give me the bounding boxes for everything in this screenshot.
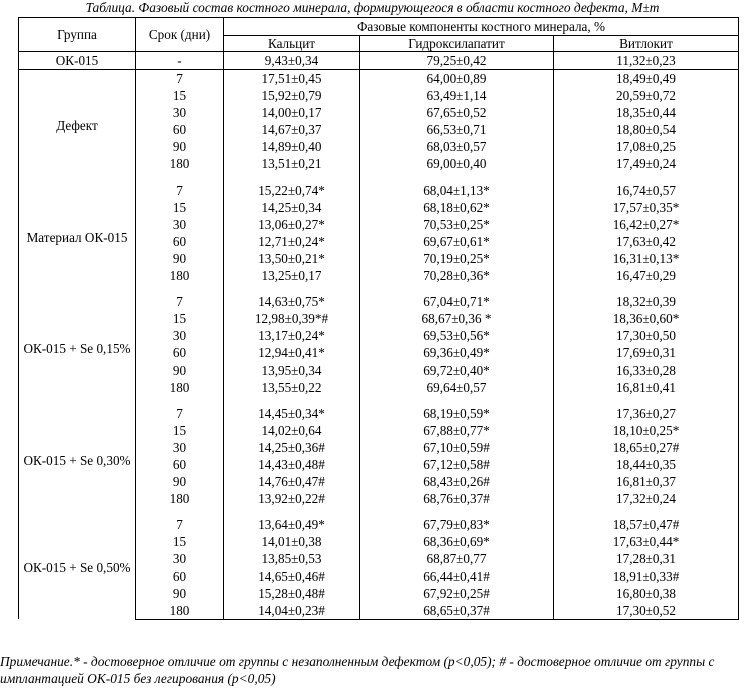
cell-term: 90 xyxy=(136,473,224,490)
spacer-cell xyxy=(360,284,554,293)
cell-term: 180 xyxy=(136,155,224,172)
cell-calcite: 14,76±0,47# xyxy=(224,473,360,490)
table-row xyxy=(19,405,739,422)
spacer-cell xyxy=(360,507,554,516)
cell-term: 60 xyxy=(136,344,224,361)
spacer-cell xyxy=(554,284,739,293)
cell-hydroxyapatite: 67,88±0,77* xyxy=(360,422,554,439)
group-name: Дефект xyxy=(56,118,98,134)
table-row xyxy=(19,516,739,533)
cell-term: 7 xyxy=(136,182,224,199)
table-note: Примечание.* - достоверное отличие от группы с незаполненным дефектом (p<0,05); # - достоверное отличие от группы с имплантацией ОК-015 без легирования (p<0,05) xyxy=(0,654,715,686)
cell-hydroxyapatite: 68,03±0,57 xyxy=(360,138,554,155)
cell-calcite: 14,43±0,48# xyxy=(224,456,360,473)
table-caption: Таблица. Фазовый состав костного минерала, формирующегося в области костного дефекта, M±m xyxy=(85,0,660,15)
cell-calcite: 14,63±0,75* xyxy=(224,293,360,310)
cell-calcite: 15,28±0,48# xyxy=(224,585,360,602)
header-hydroxyapatite: Гидроксилапатит xyxy=(360,36,554,52)
cell-term: 15 xyxy=(136,199,224,216)
cell-term: 90 xyxy=(136,250,224,267)
table-row xyxy=(19,293,739,310)
header-calcite: Кальцит xyxy=(224,36,360,52)
cell-term: 60 xyxy=(136,233,224,250)
cell-calcite: 13,06±0,27* xyxy=(224,216,360,233)
cell-calcite: 14,02±0,64 xyxy=(224,422,360,439)
cell-hydroxyapatite: 69,67±0,61* xyxy=(360,233,554,250)
cell-whitlockite: 18,91±0,33# xyxy=(554,568,739,585)
cell-hydroxyapatite: 68,04±1,13* xyxy=(360,182,554,199)
cell-term: 7 xyxy=(136,405,224,422)
cell-whitlockite: 18,32±0,39 xyxy=(554,293,739,310)
cell-hydroxyapatite: 68,18±0,62* xyxy=(360,199,554,216)
spacer-cell xyxy=(136,173,224,182)
cell-calcite: 13,95±0,34 xyxy=(224,362,360,379)
cell-hydroxyapatite: 67,65±0,52 xyxy=(360,104,554,121)
cell-whitlockite: 17,32±0,24 xyxy=(554,490,739,507)
spacer-cell xyxy=(554,173,739,182)
cell-whitlockite: 16,81±0,37 xyxy=(554,473,739,490)
header-whitlockite: Витлокит xyxy=(554,36,739,52)
cell-calcite: 15,92±0,79 xyxy=(224,87,360,104)
cell-whitlockite: 17,63±0,42 xyxy=(554,233,739,250)
table-row-ok015 xyxy=(19,52,739,70)
cell-hydroxyapatite: 67,10±0,59# xyxy=(360,439,554,456)
group-name: ОК-015 + Se 0,15% xyxy=(23,341,131,357)
cell-calcite: 13,92±0,22# xyxy=(224,490,360,507)
cell-hydroxyapatite: 69,72±0,40* xyxy=(360,362,554,379)
cell-whitlockite: 17,08±0,25 xyxy=(554,138,739,155)
cell-calcite: 14,00±0,17 xyxy=(224,104,360,121)
cell-term: 30 xyxy=(136,439,224,456)
cell-term: 7 xyxy=(136,516,224,533)
ok015-calcite: 9,43±0,34 xyxy=(224,52,360,70)
cell-whitlockite: 17,36±0,27 xyxy=(554,405,739,422)
cell-calcite: 13,50±0,21* xyxy=(224,250,360,267)
cell-whitlockite: 17,63±0,44* xyxy=(554,533,739,550)
cell-term: 60 xyxy=(136,456,224,473)
cell-hydroxyapatite: 66,53±0,71 xyxy=(360,121,554,138)
cell-whitlockite: 17,30±0,50 xyxy=(554,327,739,344)
cell-hydroxyapatite: 70,28±0,36* xyxy=(360,267,554,284)
cell-term: 180 xyxy=(136,379,224,396)
cell-calcite: 13,25±0,17 xyxy=(224,267,360,284)
cell-hydroxyapatite: 68,67±0,36 * xyxy=(360,310,554,327)
cell-hydroxyapatite: 68,19±0,59* xyxy=(360,405,554,422)
cell-calcite: 14,65±0,46# xyxy=(224,568,360,585)
ok015-term: - xyxy=(136,52,224,70)
cell-calcite: 14,45±0,34* xyxy=(224,405,360,422)
cell-calcite: 15,22±0,74* xyxy=(224,182,360,199)
cell-hydroxyapatite: 69,00±0,40 xyxy=(360,155,554,172)
cell-whitlockite: 16,74±0,57 xyxy=(554,182,739,199)
cell-calcite: 13,64±0,49* xyxy=(224,516,360,533)
cell-whitlockite: 18,10±0,25* xyxy=(554,422,739,439)
cell-term: 180 xyxy=(136,602,224,620)
cell-hydroxyapatite: 68,87±0,77 xyxy=(360,550,554,567)
cell-calcite: 13,55±0,22 xyxy=(224,379,360,396)
cell-calcite: 17,51±0,45 xyxy=(224,70,360,88)
cell-whitlockite: 16,81±0,41 xyxy=(554,379,739,396)
header-group: Группа xyxy=(19,18,136,52)
cell-hydroxyapatite: 68,36±0,69* xyxy=(360,533,554,550)
cell-calcite: 14,89±0,40 xyxy=(224,138,360,155)
cell-hydroxyapatite: 63,49±1,14 xyxy=(360,87,554,104)
cell-term: 15 xyxy=(136,87,224,104)
spacer-cell xyxy=(136,507,224,516)
spacer-cell xyxy=(224,284,360,293)
group-name-cell xyxy=(19,516,136,619)
cell-whitlockite: 17,30±0,52 xyxy=(554,602,739,620)
cell-whitlockite: 16,31±0,13* xyxy=(554,250,739,267)
cell-whitlockite: 16,33±0,28 xyxy=(554,362,739,379)
cell-whitlockite: 17,49±0,24 xyxy=(554,155,739,172)
cell-term: 90 xyxy=(136,138,224,155)
cell-term: 180 xyxy=(136,267,224,284)
group-name-cell xyxy=(19,182,136,294)
cell-term: 60 xyxy=(136,121,224,138)
cell-hydroxyapatite: 66,44±0,41# xyxy=(360,568,554,585)
spacer-cell xyxy=(554,507,739,516)
group-name: ОК-015 + Se 0,30% xyxy=(23,452,131,468)
cell-whitlockite: 18,36±0,60* xyxy=(554,310,739,327)
cell-whitlockite: 18,80±0,54 xyxy=(554,121,739,138)
cell-whitlockite: 16,80±0,38 xyxy=(554,585,739,602)
table-row xyxy=(19,182,739,199)
ok015-whitlockite: 11,32±0,23 xyxy=(554,52,739,70)
header-term: Срок (дни) xyxy=(136,18,224,52)
cell-term: 90 xyxy=(136,585,224,602)
cell-whitlockite: 17,28±0,31 xyxy=(554,550,739,567)
spacer-cell xyxy=(360,173,554,182)
cell-term: 15 xyxy=(136,310,224,327)
cell-calcite: 12,71±0,24* xyxy=(224,233,360,250)
cell-calcite: 14,67±0,37 xyxy=(224,121,360,138)
cell-term: 15 xyxy=(136,533,224,550)
table-row xyxy=(19,70,739,88)
spacer-cell xyxy=(136,284,224,293)
cell-calcite: 14,25±0,36# xyxy=(224,439,360,456)
cell-whitlockite: 16,47±0,29 xyxy=(554,267,739,284)
cell-calcite: 13,51±0,21 xyxy=(224,155,360,172)
group-name-cell xyxy=(19,293,136,405)
cell-term: 30 xyxy=(136,327,224,344)
group-name: Материал ОК-015 xyxy=(26,229,128,245)
cell-term: 7 xyxy=(136,293,224,310)
cell-hydroxyapatite: 70,53±0,25* xyxy=(360,216,554,233)
ok015-hydroxyapatite: 79,25±0,42 xyxy=(360,52,554,70)
cell-hydroxyapatite: 68,65±0,37# xyxy=(360,602,554,620)
cell-hydroxyapatite: 69,64±0,57 xyxy=(360,379,554,396)
group-name: ОК-015 + Se 0,50% xyxy=(23,560,131,576)
cell-whitlockite: 18,49±0,49 xyxy=(554,70,739,88)
bone-mineral-table xyxy=(18,17,739,620)
cell-hydroxyapatite: 69,53±0,56* xyxy=(360,327,554,344)
spacer-cell xyxy=(554,396,739,405)
cell-whitlockite: 18,44±0,35 xyxy=(554,456,739,473)
cell-term: 7 xyxy=(136,70,224,88)
cell-whitlockite: 18,65±0,27# xyxy=(554,439,739,456)
cell-term: 15 xyxy=(136,422,224,439)
cell-calcite: 13,17±0,24* xyxy=(224,327,360,344)
cell-hydroxyapatite: 68,43±0,26# xyxy=(360,473,554,490)
cell-whitlockite: 16,42±0,27* xyxy=(554,216,739,233)
group-name-cell xyxy=(19,70,136,182)
cell-calcite: 12,94±0,41* xyxy=(224,344,360,361)
cell-hydroxyapatite: 67,92±0,25# xyxy=(360,585,554,602)
cell-hydroxyapatite: 67,12±0,58# xyxy=(360,456,554,473)
cell-hydroxyapatite: 64,00±0,89 xyxy=(360,70,554,88)
cell-hydroxyapatite: 67,79±0,83* xyxy=(360,516,554,533)
cell-whitlockite: 17,57±0,35* xyxy=(554,199,739,216)
cell-whitlockite: 18,57±0,47# xyxy=(554,516,739,533)
ok015-group: ОК-015 xyxy=(19,52,136,70)
cell-term: 180 xyxy=(136,490,224,507)
cell-term: 30 xyxy=(136,550,224,567)
group-name-cell xyxy=(19,405,136,517)
header-phases: Фазовые компоненты костного минерала, % xyxy=(224,18,739,36)
cell-hydroxyapatite: 68,76±0,37# xyxy=(360,490,554,507)
spacer-cell xyxy=(224,396,360,405)
spacer-cell xyxy=(224,507,360,516)
cell-whitlockite: 17,69±0,31 xyxy=(554,344,739,361)
cell-calcite: 14,04±0,23# xyxy=(224,602,360,620)
spacer-cell xyxy=(136,396,224,405)
cell-hydroxyapatite: 67,04±0,71* xyxy=(360,293,554,310)
spacer-cell xyxy=(224,173,360,182)
cell-hydroxyapatite: 70,19±0,25* xyxy=(360,250,554,267)
cell-term: 30 xyxy=(136,216,224,233)
cell-term: 90 xyxy=(136,362,224,379)
cell-calcite: 14,01±0,38 xyxy=(224,533,360,550)
cell-term: 60 xyxy=(136,568,224,585)
cell-term: 30 xyxy=(136,104,224,121)
cell-calcite: 14,25±0,34 xyxy=(224,199,360,216)
cell-calcite: 13,85±0,53 xyxy=(224,550,360,567)
spacer-cell xyxy=(360,396,554,405)
cell-hydroxyapatite: 69,36±0,49* xyxy=(360,344,554,361)
cell-calcite: 12,98±0,39*# xyxy=(224,310,360,327)
cell-whitlockite: 20,59±0,72 xyxy=(554,87,739,104)
cell-whitlockite: 18,35±0,44 xyxy=(554,104,739,121)
